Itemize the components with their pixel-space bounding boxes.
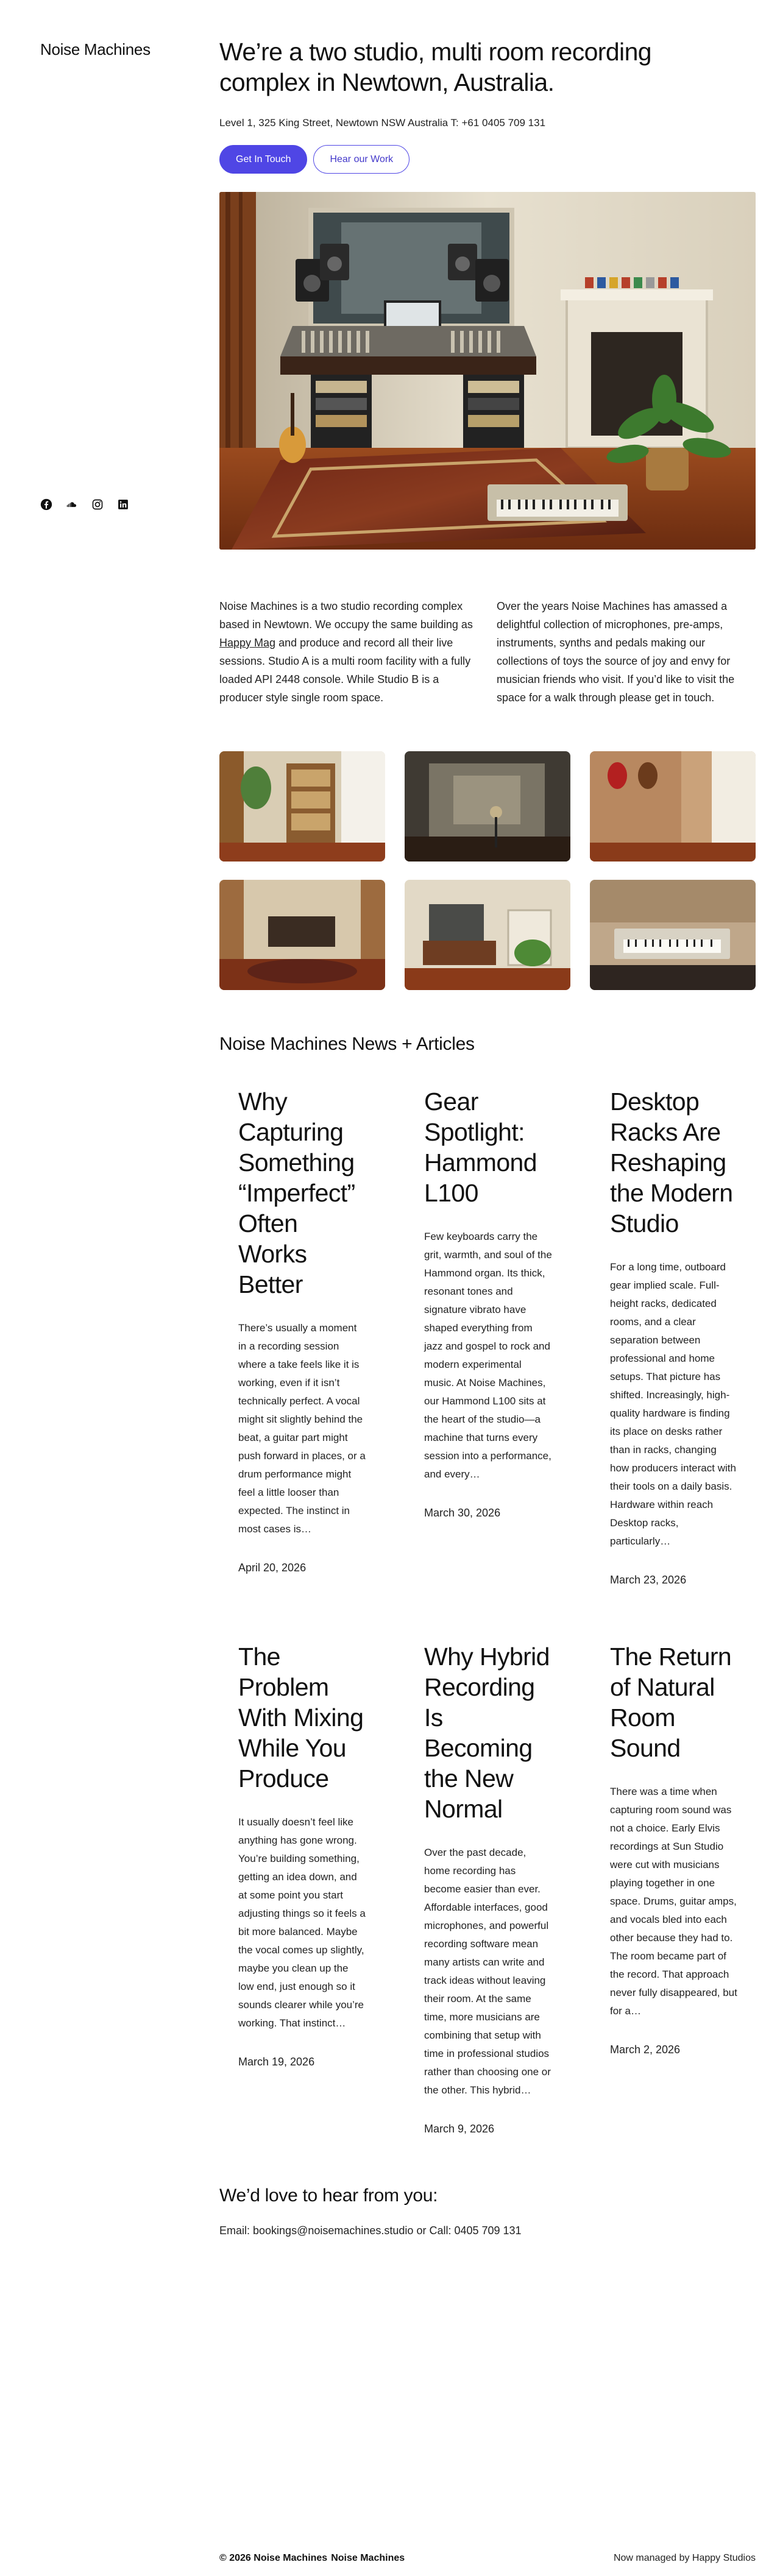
footer-copyright [219,2553,408,2564]
article-excerpt: Few keyboards carry the grit, warmth, and soul of the Hammond organ. Its thick, resonant tones and signature vibrato have shaped everything from jazz and gospel to rock and modern experimental music. At Noise Machines, our Hammond L100 sits at the heart of the studio—a machine that turns every session into a performance, and every… [424,1231,552,1480]
article-date: March 30, 2026 [424,1507,501,1519]
article-excerpt: There’s usually a moment in a recording session where a take feels like it is working, even if it isn’t technically perfect. A vocal might sit slightly behind the beat, a guitar part might push forward in places, or a drum performance might feel a little looser than expected. The instinct in most cases is… [238,1322,366,1535]
studio-address: Level 1, 325 King Street, Newtown NSW Australia T: +61 0405 709 131 [219,117,546,129]
contact-heading: We’d love to hear from you: [219,2185,438,2206]
linkedin-icon[interactable] [117,498,129,511]
article-title[interactable]: The Problem With Mixing While You Produce [238,1643,364,1792]
article-card [424,1086,552,1587]
article-card [610,1641,738,2135]
article-date: March 19, 2026 [238,2056,315,2068]
article-excerpt: Over the past decade, home recording has become easier than ever. Affordable interfaces, good microphones, and powerful recording software mean many artists can write and track ideas without leaving their room. At the same time, more musicians are combining that setup with time in professional studios rather than choosing one or the other. This hybrid… [424,1847,551,2096]
managed-by-link[interactable]: Now managed by Happy Studios [613,2553,756,2563]
article-title[interactable]: Why Capturing Something “Imperfect” Often Works Better [238,1088,355,1298]
article-date: April 20, 2026 [238,1562,307,1574]
studio-gallery [219,751,756,990]
news-heading: Noise Machines News + Articles [219,1034,475,1054]
intro-left-text-end: and produce and record all their live sessions. Studio A is a multi room facility with a fully loaded API 2448 console. While Studio B is a producer style single room space. [219,637,471,704]
instagram-icon[interactable] [91,498,104,511]
footer-credit [614,2553,756,2564]
article-date: March 2, 2026 [610,2043,681,2056]
intro-left-text-start: Noise Machines is a two studio recording complex based in Newtown. We occupy the same building as [219,600,473,631]
gallery-photo[interactable] [219,751,385,862]
hero-studio-photo [219,192,756,550]
article-card [238,1086,366,1587]
article-date: March 9, 2026 [424,2123,495,2135]
gallery-photo[interactable] [590,880,756,990]
gallery-photo[interactable] [590,751,756,862]
hero-heading: We’re a two studio, multi room recording complex in Newtown, Australia. [219,38,651,96]
article-title[interactable]: Why Hybrid Recording Is Becoming the New Normal [424,1643,550,1823]
article-card [238,1641,366,2135]
gallery-photo[interactable] [219,880,385,990]
gallery-photo[interactable] [405,751,570,862]
intro-section [219,597,756,707]
gallery-photo[interactable] [405,880,570,990]
footer-brand: Noise Machines [331,2553,405,2563]
article-excerpt: It usually doesn’t feel like anything has gone wrong. You’re building something, getting an idea down, and at some point you start adjusting things so it feels a bit more balanced. Maybe the vocal comes up slightly, maybe you clean up the low end, just enough so it sounds clearer while you’re working. That instinct… [238,1816,366,2029]
facebook-icon[interactable] [40,498,52,511]
article-title[interactable]: Gear Spotlight: Hammond L100 [424,1088,537,1207]
site-title[interactable]: Noise Machines [40,40,151,58]
intro-right-paragraph: Over the years Noise Machines has amassed a delightful collection of microphones, pre-amps, instruments, synths and pedals making our collections of toys the source of joy and envy for musician friends who visit. If you’d like to visit the space for a walk through please get in touch. [497,600,735,704]
sidebar [40,40,186,59]
soundcloud-icon[interactable] [66,498,78,511]
article-title[interactable]: The Return of Natural Room Sound [610,1643,732,1762]
article-excerpt: For a long time, outboard gear implied scale. Full-height racks, dedicated rooms, and a clear separation between professional and home setups. That picture has shifted. Increasingly, high-quality hardware is finding its place on desks rather than in racks, changing how producers interact with their tools on a daily basis. Hardware within reach Desktop racks, particularly… [610,1261,736,1547]
news-grid [219,1086,756,2135]
article-title[interactable]: Desktop Racks Are Reshaping the Modern Studio [610,1088,733,1237]
article-card [424,1641,552,2135]
article-date: March 23, 2026 [610,1574,687,1586]
social-links [40,498,129,511]
copyright-text: © 2026 Noise Machines [219,2553,328,2563]
get-in-touch-button[interactable]: Get In Touch [219,145,307,174]
footer [219,2553,756,2564]
intro-left-paragraph [219,597,478,707]
happy-mag-link[interactable]: Happy Mag [219,637,276,649]
article-card [610,1086,738,1587]
cta-row [219,145,756,174]
article-excerpt: There was a time when capturing room sound was not a choice. Early Elvis recordings at Sun Studio were cut with musicians playing together in one space. Drums, guitar amps, and vocals bled into each other because they had to. The room became part of the record. That approach never fully disappeared, but for a… [610,1786,737,2017]
contact-details: Email: bookings@noisemachines.studio or Call: 0405 709 131 [219,2224,522,2237]
hear-our-work-button[interactable]: Hear our Work [313,145,410,174]
main-content [219,37,756,2237]
